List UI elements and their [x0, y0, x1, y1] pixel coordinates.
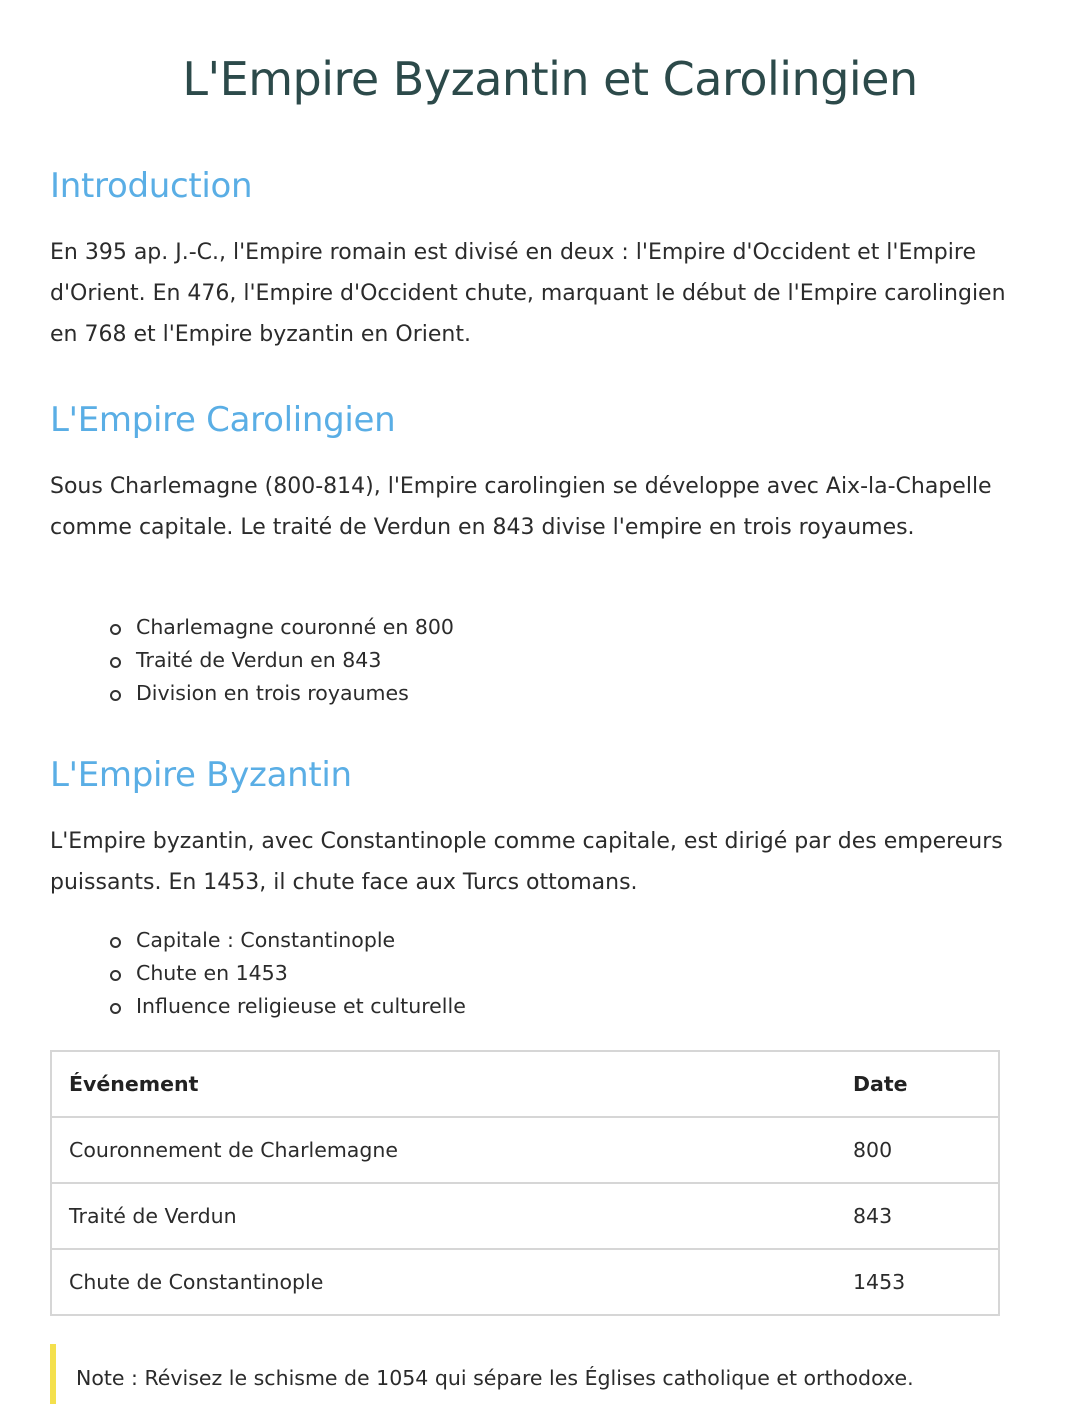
revision-note: Note : Révisez le schisme de 1054 qui sépare les Églises catholique et orthodoxe. [50, 1344, 1000, 1404]
list-item: Traité de Verdun en 843 [110, 644, 454, 677]
carolingien-paragraph: Sous Charlemagne (800-814), l'Empire carolingien se développe avec Aix-la-Chapelle comme capitale. Le traité de Verdun en 843 divise l'empire en trois royaumes. [50, 474, 992, 540]
table-cell-event: Chute de Constantinople [51, 1249, 836, 1315]
table-cell-date: 843 [836, 1183, 999, 1249]
introduction-paragraph: En 395 ap. J.-C., l'Empire romain est divisé en deux : l'Empire d'Occident et l'Empire d'Orient. En 476, l'Empire d'Occident chute, marquant le début de l'Empire carolingien en 768 et l'Empire byzantin en Orient. [50, 240, 1006, 347]
list-item: Charlemagne couronné en 800 [110, 611, 454, 644]
table-row [51, 1183, 999, 1249]
table-row [51, 1249, 999, 1315]
table-cell-date: 800 [836, 1117, 999, 1183]
list-item: Capitale : Constantinople [110, 924, 466, 957]
byzantin-bullet-list [110, 924, 466, 1023]
table-cell-date: 1453 [836, 1249, 999, 1315]
section-heading-introduction: Introduction [50, 166, 253, 206]
byzantin-paragraph: L'Empire byzantin, avec Constantinople comme capitale, est dirigé par des empereurs puissants. En 1453, il chute face aux Turcs ottomans. [50, 829, 1003, 895]
section-heading-byzantin: L'Empire Byzantin [50, 755, 352, 795]
carolingien-bullet-list [110, 611, 454, 710]
table-cell-event: Couronnement de Charlemagne [51, 1117, 836, 1183]
list-item: Chute en 1453 [110, 957, 466, 990]
column-header-date: Date [836, 1051, 999, 1117]
list-item: Influence religieuse et culturelle [110, 990, 466, 1023]
page-title: L'Empire Byzantin et Carolingien [182, 52, 918, 106]
events-table [50, 1050, 1000, 1316]
table-header-row [51, 1051, 999, 1117]
table-row [51, 1117, 999, 1183]
section-heading-carolingien: L'Empire Carolingien [50, 400, 396, 440]
table-cell-event: Traité de Verdun [51, 1183, 836, 1249]
list-item: Division en trois royaumes [110, 677, 454, 710]
column-header-event: Événement [51, 1051, 836, 1117]
